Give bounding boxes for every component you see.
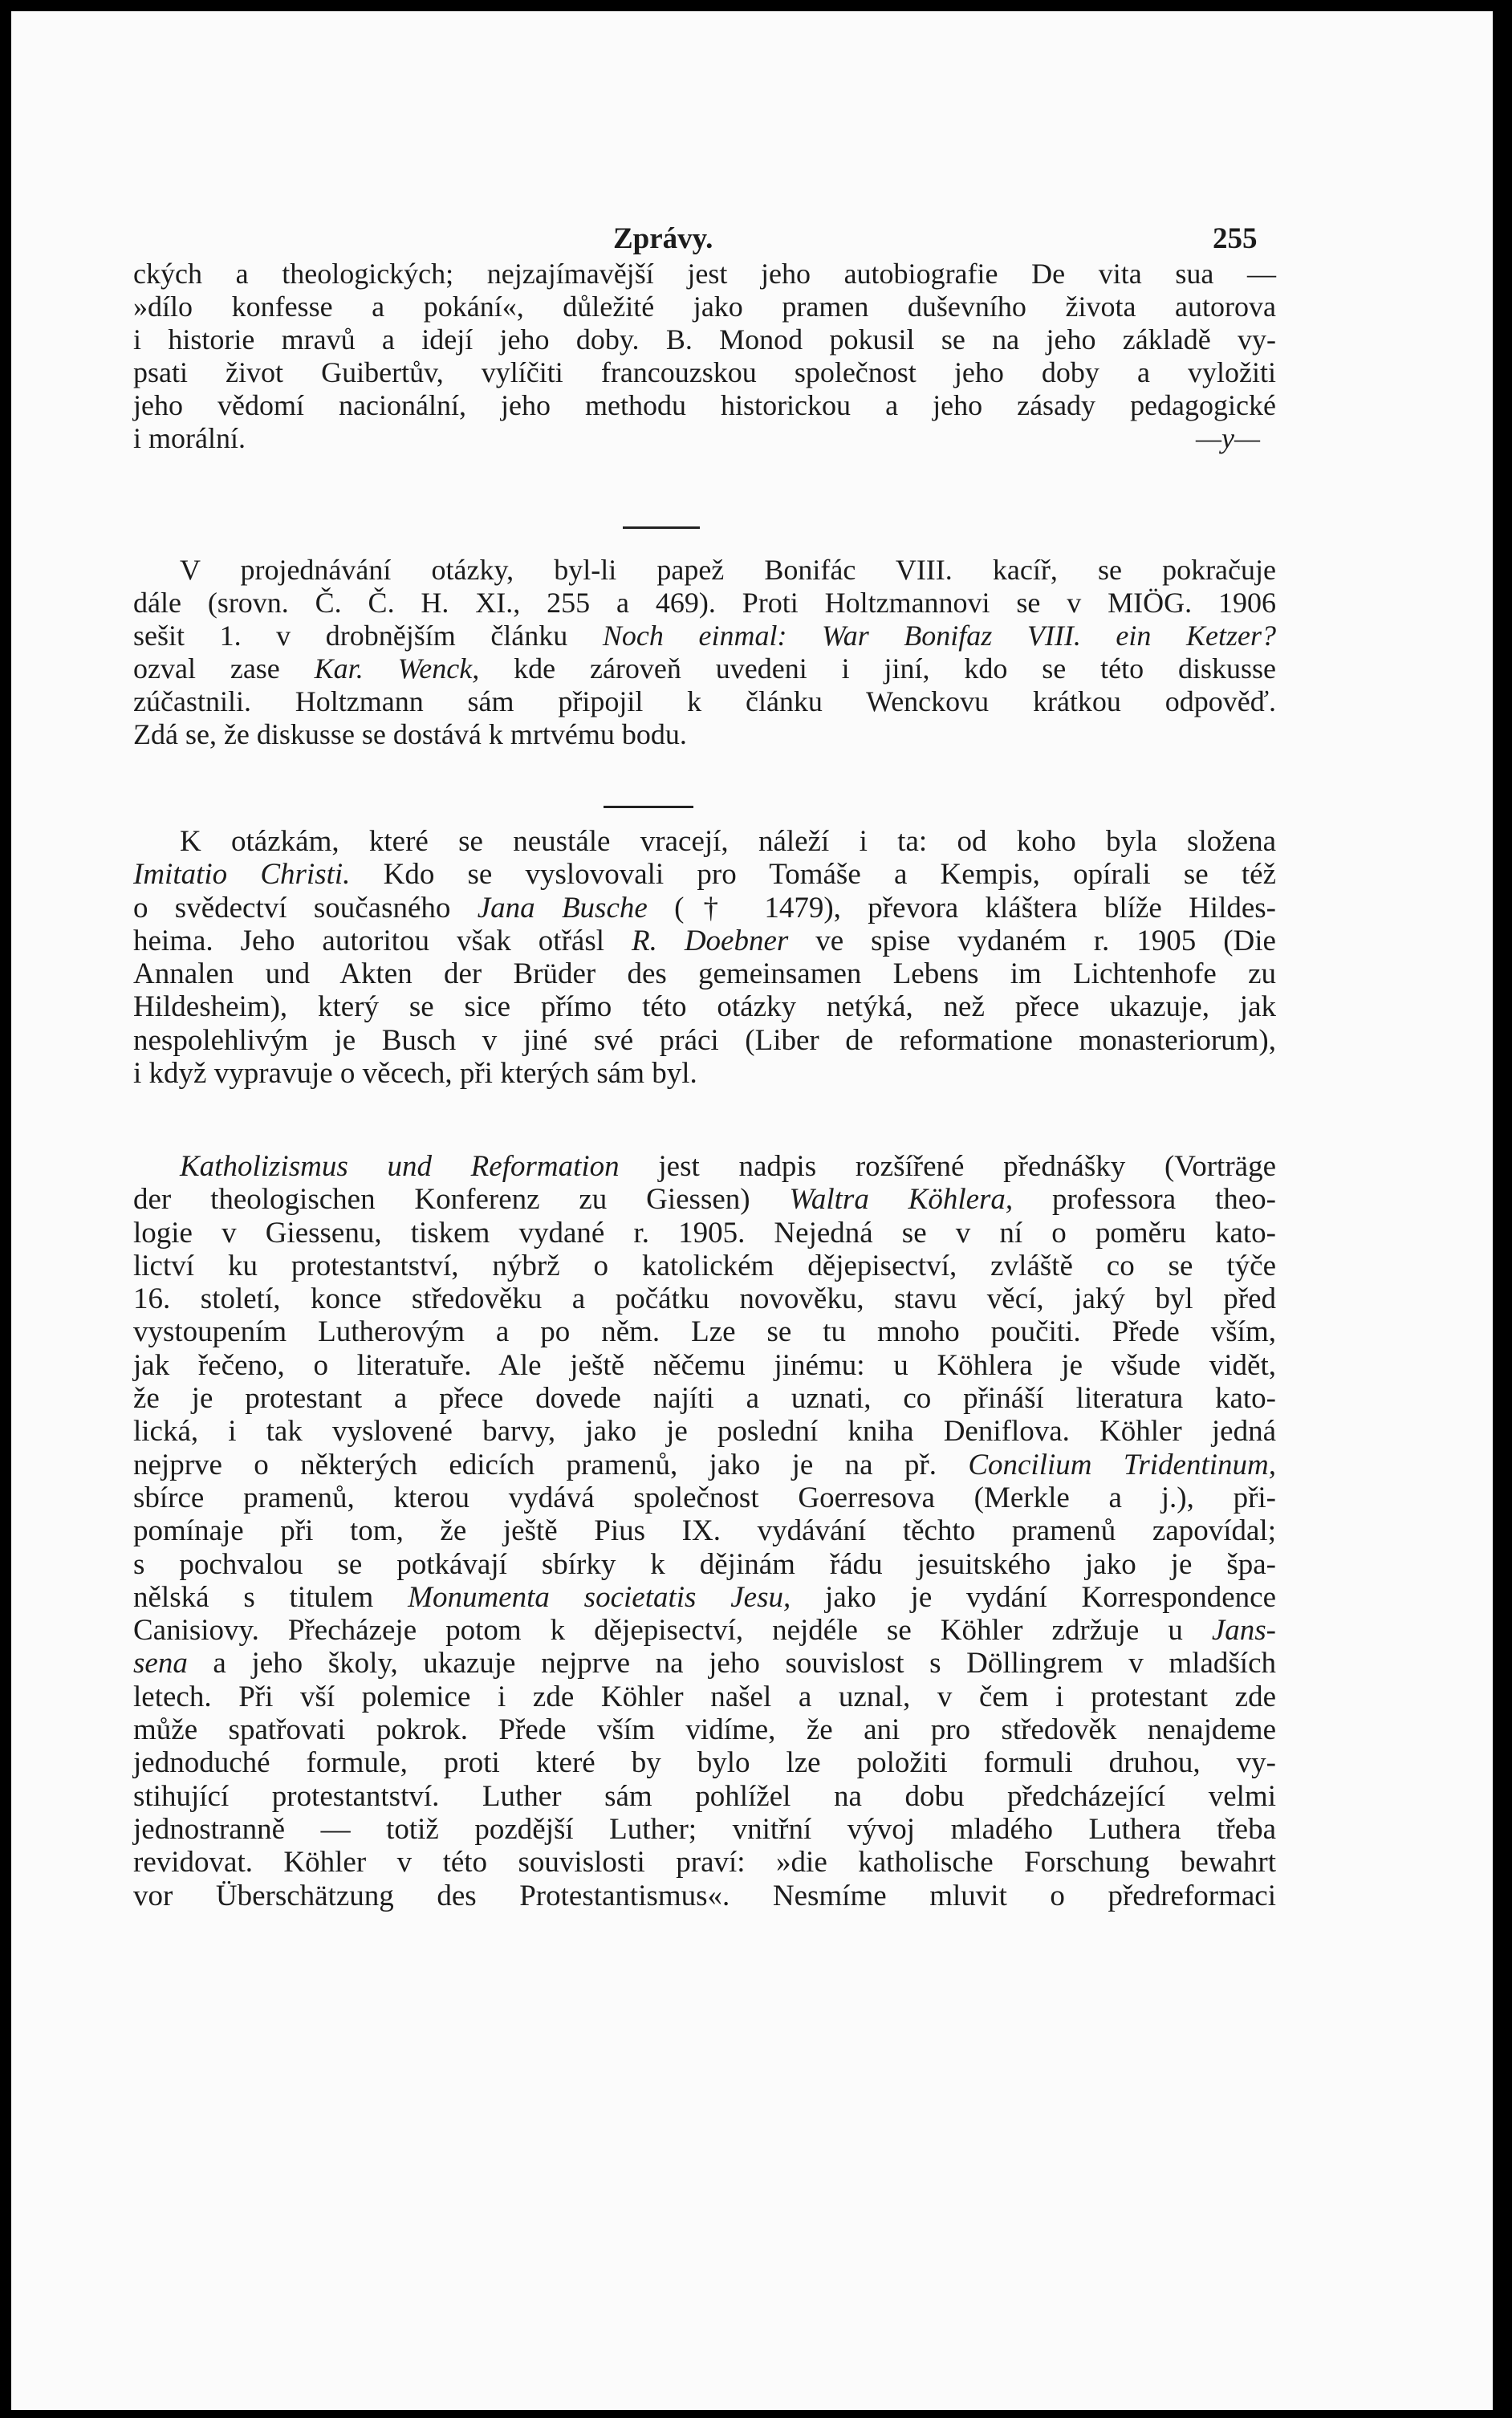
text-line: V projednávání otázky, byl-li papež Bonifác VIII. kacíř, se pokračuje bbox=[180, 554, 1276, 586]
text-line: Canisiovy. Přecházeje potom k dějepisectví, nejdéle se Köhler zdržuje u Jans- bbox=[133, 1614, 1276, 1648]
page-number: 255 bbox=[1213, 222, 1258, 255]
text-line: letech. Při vší polemice i zde Köhler našel a uznal, v čem i protestant zde bbox=[133, 1680, 1276, 1713]
text-line: ozval zase Kar. Wenck, kde zároveň uvedeni i jiní, kdo se této diskusse bbox=[133, 652, 1277, 685]
book-title: Katholizismus und Reformation bbox=[180, 1150, 620, 1183]
page-title: Zprávy. bbox=[613, 222, 713, 255]
text-line: s pochvalou se potkávají sbírky k dějinám řádu jesuitského jako je špa- bbox=[133, 1547, 1276, 1581]
author-name: Waltra Köhlera, bbox=[789, 1183, 1014, 1217]
text-line: zúčastnili. Holtzmann sám připojil k článku Wenckovu krátkou odpověď. bbox=[133, 685, 1276, 717]
text-line: 16. století, konce středověku a počátku novověku, stavu věcí, jaký byl před bbox=[133, 1282, 1276, 1316]
book-title: Monumenta societatis Jesu, bbox=[408, 1580, 791, 1614]
text-line: Katholizismus und Reformation jest nadpis rozšířené přednášky (Vorträge bbox=[180, 1150, 1276, 1183]
text-line: nejprve o některých edicích pramenů, jako je na př. Concilium Tridentinum, bbox=[133, 1448, 1276, 1481]
text-line bbox=[133, 422, 1276, 455]
paragraph-3 bbox=[133, 825, 1276, 1090]
person-name: Jans- bbox=[1211, 1614, 1276, 1648]
text-line: může spatřovati pokrok. Přede vším vidíme, že ani pro středověk nenajdeme bbox=[133, 1713, 1276, 1747]
person-name: Jana Busche bbox=[477, 891, 648, 925]
text-line: o svědectví současného Jana Busche († 1479), převora kláštera blíže Hildes- bbox=[133, 891, 1276, 925]
section-divider bbox=[623, 526, 700, 529]
text-line: vor Überschätzung des Protestantismus«. Nesmíme mluvit o předreformaci bbox=[133, 1879, 1276, 1912]
text-line: K otázkám, které se neustále vracejí, náleží i ta: od koho byla složena bbox=[180, 825, 1276, 858]
text-line: »dílo konfesse a pokání«, důležité jako pramen duševního života autorova bbox=[133, 291, 1276, 323]
article-title: Noch einmal: War Bonifaz VIII. ein Ketzer? bbox=[602, 620, 1276, 652]
text-line: nespolehlivým je Busch v jiné své práci (Liber de reformatione monasteriorum), bbox=[133, 1023, 1276, 1057]
text-line: Hildesheim), který se sice přímo této otázky netýká, než přece ukazuje, jak bbox=[133, 990, 1276, 1024]
author-signature: —y— bbox=[1196, 422, 1260, 454]
author-name: R. Doebner bbox=[631, 924, 789, 957]
text-line: logie v Giessenu, tiskem vydané r. 1905. Nejedná se v ní o poměru kato- bbox=[133, 1216, 1276, 1250]
paragraph-1 bbox=[133, 258, 1276, 455]
text-line: Imitatio Christi. Kdo se vyslovovali pro Tomáše a Kempis, opírali se též bbox=[133, 858, 1276, 892]
text-line: nělská s titulem Monumenta societatis Jesu, jako je vydání Korrespondence bbox=[133, 1580, 1277, 1614]
text-line: sešit 1. v drobnějším článku Noch einmal: War Bonifaz VIII. ein Ketzer? bbox=[133, 620, 1276, 652]
text-line: jeho vědomí nacionální, jeho methodu historickou a jeho zásady pedagogické bbox=[133, 389, 1276, 421]
person-name: sena bbox=[133, 1647, 188, 1680]
text-line: že je protestant a přece dovede najíti a uznati, co přináší literatura kato- bbox=[133, 1382, 1276, 1416]
author-name: Kar. Wenck, bbox=[314, 652, 480, 685]
text-line: lická, i tak vyslovené barvy, jako je poslední kniha Deniflova. Köhler jedná bbox=[133, 1415, 1276, 1449]
text-line: stihující protestantství. Luther sám pohlížel na dobu předcházející velmi bbox=[133, 1779, 1276, 1813]
text-line-last: i morální. bbox=[133, 422, 246, 454]
text-line: Annalen und Akten der Brüder des gemeinsamen Lebens im Lichtenhofe zu bbox=[133, 957, 1276, 991]
text-line: i historie mravů a idejí jeho doby. B. Monod pokusil se na jeho základě vy- bbox=[133, 323, 1276, 356]
paragraph-4 bbox=[133, 1150, 1276, 1912]
text-line: der theologischen Konferenz zu Giessen) Waltra Köhlera, professora theo- bbox=[133, 1183, 1276, 1217]
running-header bbox=[11, 221, 1493, 262]
text-line: dále (srovn. Č. Č. H. XI., 255 a 469). Proti Holtzmannovi se v MIÖG. 1906 bbox=[133, 587, 1276, 619]
book-title: Concilium Tridentinum, bbox=[968, 1448, 1276, 1481]
text-line: Zdá se, že diskusse se dostává k mrtvému bodu. bbox=[133, 718, 687, 750]
section-divider bbox=[604, 806, 693, 808]
text-line: vystoupením Lutherovým a po něm. Lze se tu mnoho poučiti. Přede vším, bbox=[133, 1315, 1276, 1349]
paragraph-2 bbox=[133, 554, 1276, 751]
text-line: heima. Jeho autoritou však otřásl R. Doebner ve spise vydaném r. 1905 (Die bbox=[133, 924, 1276, 957]
text-line: ckých a theologických; nejzajímavější jest jeho autobiografie De vita sua — bbox=[133, 258, 1276, 290]
text-line: psati život Guibertův, vylíčiti francouzskou společnost jeho doby a vyložiti bbox=[133, 356, 1276, 388]
text-line: jednoduché formule, proti které by bylo lze položiti formuli druhou, vy- bbox=[133, 1746, 1276, 1780]
page bbox=[11, 11, 1493, 2410]
book-title: Imitatio Christi. bbox=[133, 858, 351, 892]
text-line: jak řečeno, o literatuře. Ale ještě něčemu jinému: u Köhlera je všude vidět, bbox=[133, 1348, 1276, 1382]
text-line: lictví ku protestantství, nýbrž o katolickém dějepisectví, zvláště co se týče bbox=[133, 1249, 1276, 1282]
text-line: sbírce pramenů, kterou vydává společnost Goerresova (Merkle a j.), při- bbox=[133, 1481, 1276, 1514]
text-line: revidovat. Köhler v této souvislosti praví: »die katholische Forschung bewahrt bbox=[133, 1846, 1276, 1880]
text-line: i když vypravuje o věcech, při kterých sám byl. bbox=[133, 1057, 697, 1091]
text-line: pomínaje při tom, že ještě Pius IX. vydávání těchto pramenů zapovídal; bbox=[133, 1514, 1276, 1548]
text-line: jednostranně — totiž pozdější Luther; vnitřní vývoj mladého Luthera třeba bbox=[133, 1812, 1276, 1846]
text-line: sena a jeho školy, ukazuje nejprve na jeho souvislost s Döllingrem v mladších bbox=[133, 1647, 1276, 1680]
